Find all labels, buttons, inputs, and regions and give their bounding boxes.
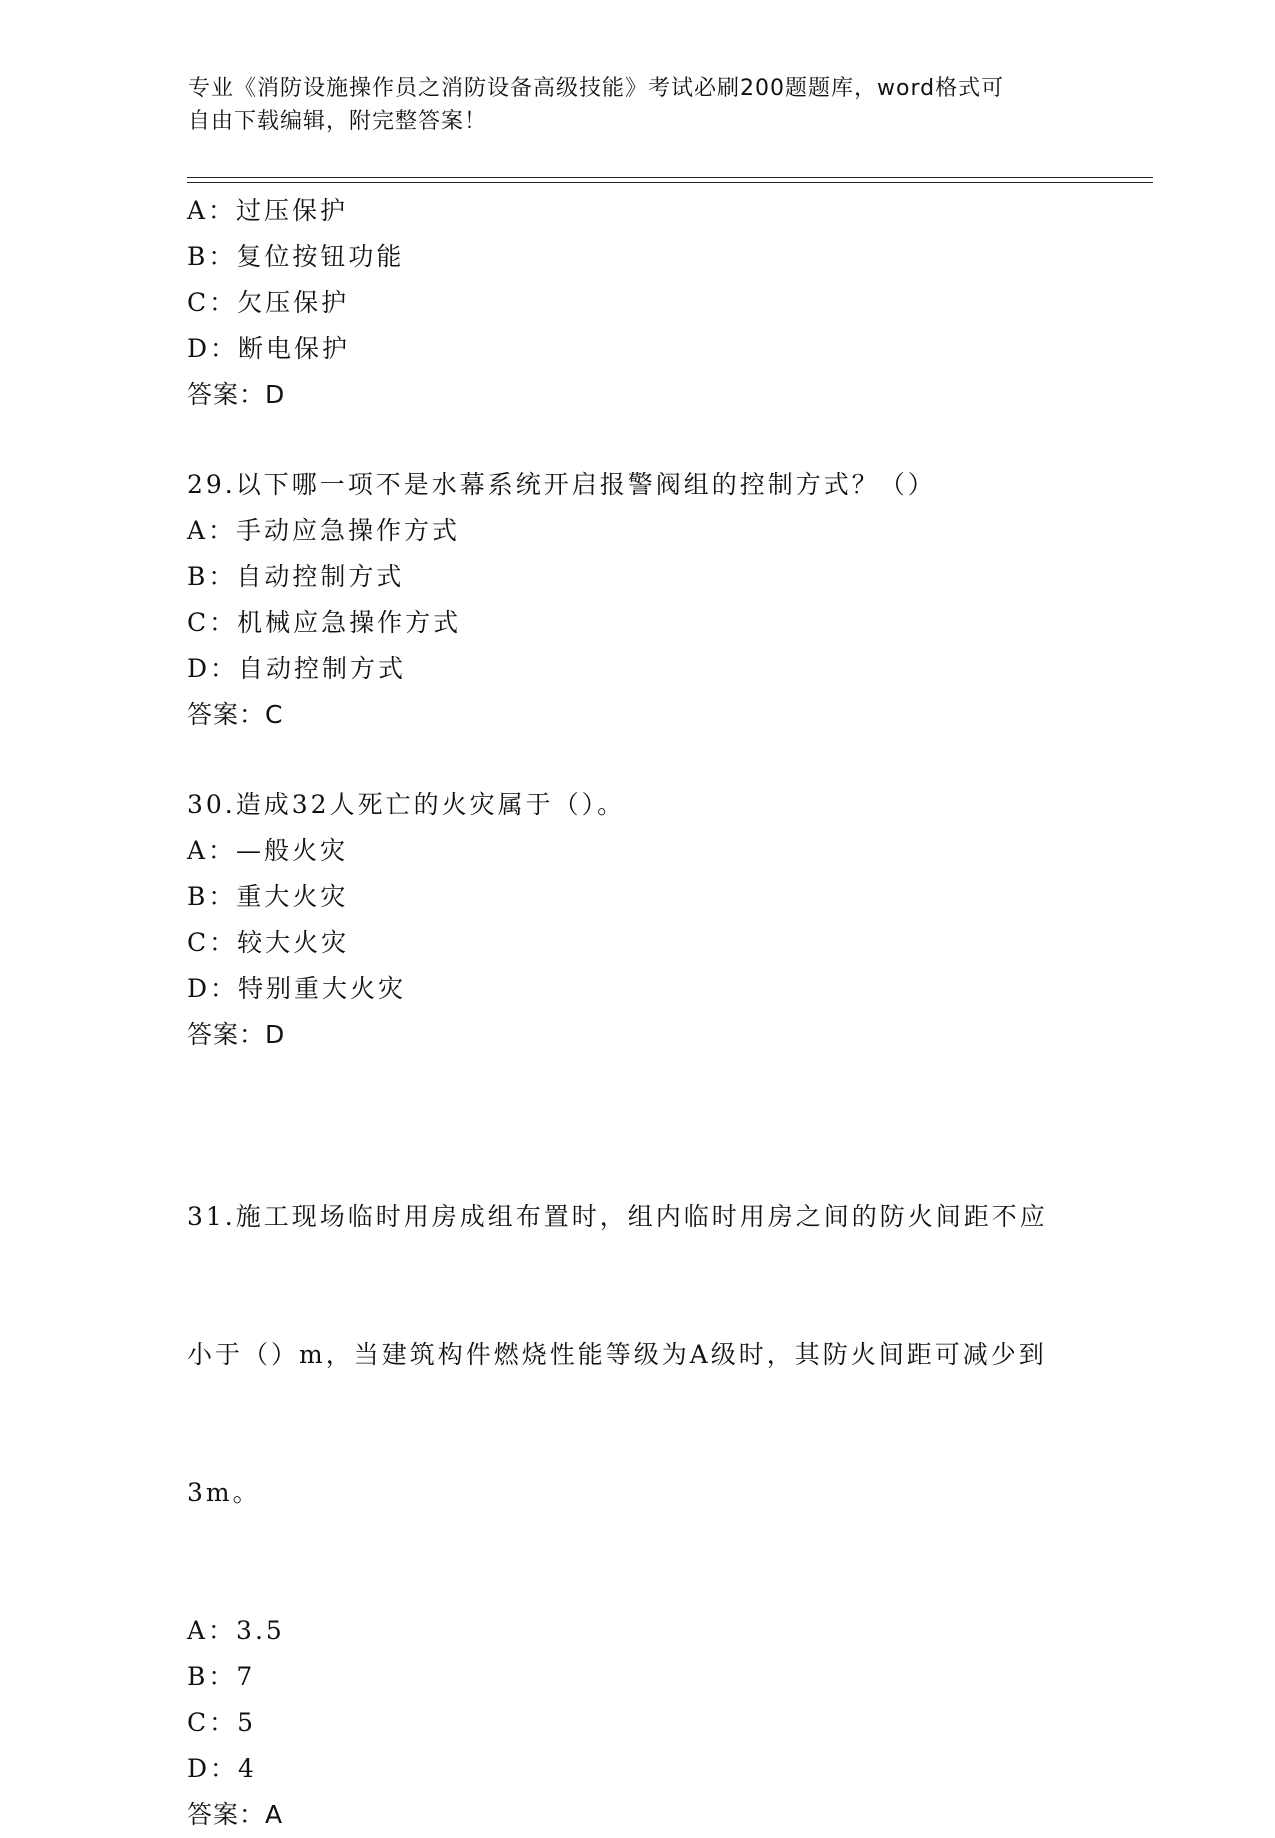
answer: 答案：C [187, 700, 284, 729]
spacer [187, 1058, 1077, 1102]
option-a: A：过压保护 [187, 196, 349, 225]
option-d: D：特别重大火灾 [187, 974, 407, 1003]
spacer [187, 418, 1077, 462]
answer: 答案：D [187, 380, 286, 409]
question-30 [187, 782, 1077, 1058]
question-stem: 29.以下哪一项不是水幕系统开启报警阀组的控制方式？（） [187, 470, 936, 499]
answer: 答案：D [187, 1020, 286, 1049]
question-29 [187, 462, 1077, 738]
question-31 [187, 1102, 1077, 1838]
question-stem-line-2: 小于（）m，当建筑构件燃烧性能等级为A级时，其防火间距可减少到 [187, 1340, 1047, 1369]
option-a: A：3.5 [187, 1616, 285, 1645]
document-header [188, 72, 1068, 138]
option-b: B：7 [187, 1662, 256, 1691]
question-stem-line-3: 3m。 [187, 1478, 261, 1507]
header-line-2: 自由下载编辑，附完整答案！ [188, 109, 488, 134]
question-stem: 30.造成32人死亡的火灾属于（）。 [187, 790, 626, 819]
option-b: B：重大火灾 [187, 882, 349, 911]
option-c: C：5 [187, 1708, 257, 1737]
header-line-1: 专业《消防设施操作员之消防设备高级技能》考试必刷200题题库，word格式可 [188, 76, 1005, 101]
question-28 [187, 188, 1077, 418]
answer: 答案：A [187, 1800, 284, 1829]
option-b: B：复位按钮功能 [187, 242, 405, 271]
option-c: C：较大火灾 [187, 928, 350, 957]
option-c: C：机械应急操作方式 [187, 608, 462, 637]
header-divider-top [187, 177, 1153, 178]
option-d: D：断电保护 [187, 334, 351, 363]
question-list [187, 188, 1077, 1838]
question-stem-line-1: 31.施工现场临时用房成组布置时，组内临时用房之间的防火间距不应 [187, 1202, 1048, 1231]
option-b: B：自动控制方式 [187, 562, 405, 591]
question-stem [187, 1102, 1067, 1608]
header-divider-bottom [187, 182, 1153, 183]
option-a: A：手动应急操作方式 [187, 516, 461, 545]
spacer [187, 738, 1077, 782]
option-a: A：—般火灾 [187, 836, 349, 865]
option-d: D：4 [187, 1754, 257, 1783]
option-d: D：自动控制方式 [187, 654, 407, 683]
option-c: C：欠压保护 [187, 288, 350, 317]
